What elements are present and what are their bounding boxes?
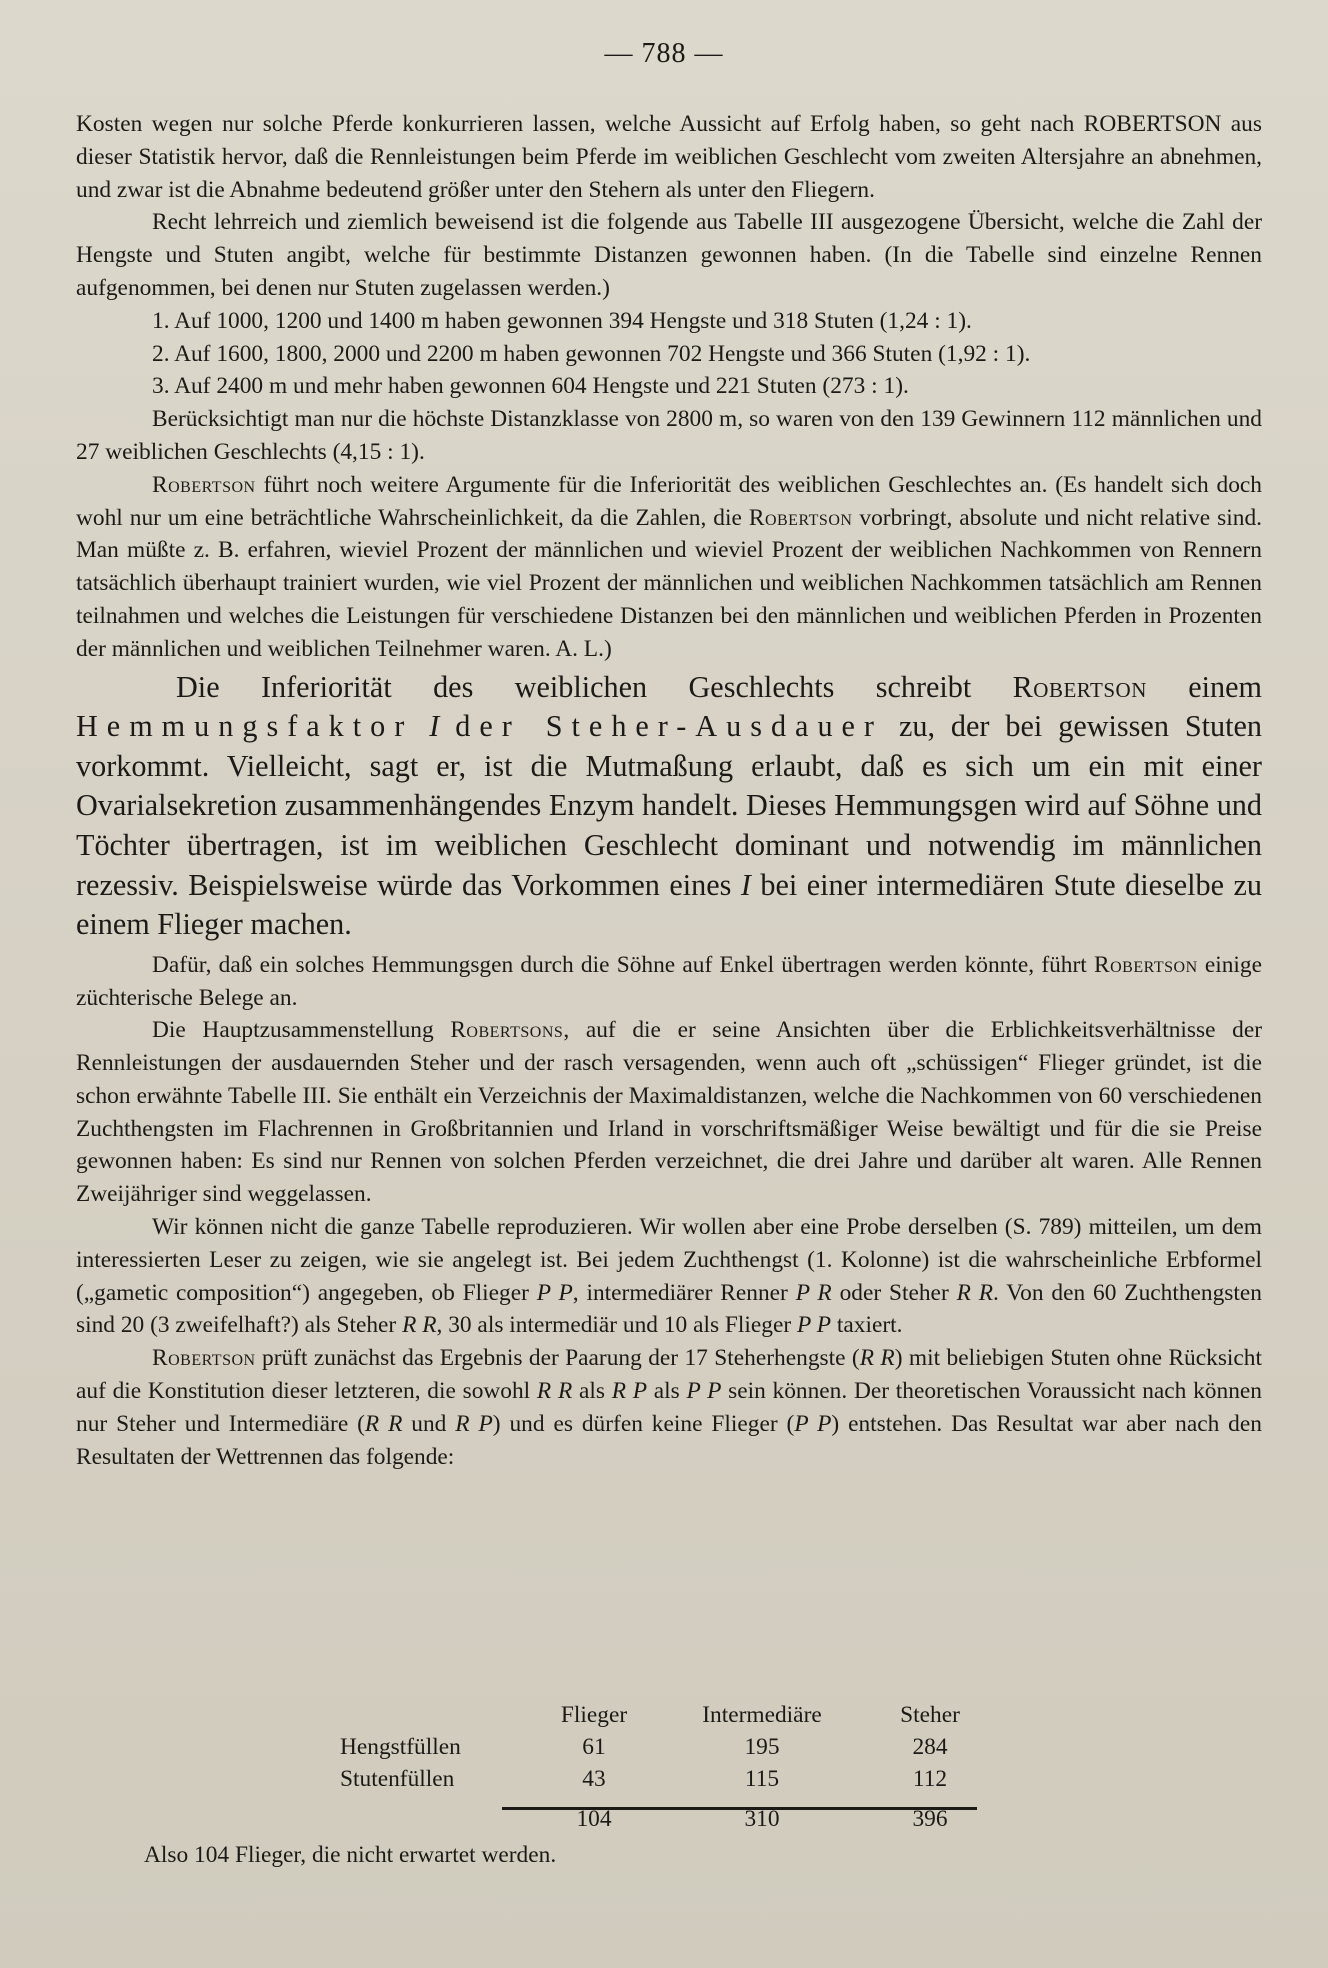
symbol: I (429, 709, 440, 744)
closing-line: Also 104 Flieger, die nicht erwartet werden. (144, 1842, 557, 1868)
list-item: 3. Auf 2400 m und mehr haben gewonnen 604 Hengste und 221 Stuten (273 : 1). (152, 373, 909, 400)
paragraph: Kosten wegen nur solche Pferde konkurrieren lassen, welche Aussicht auf Erfolg haben, so geht nach ROBERTSON aus dieser Statistik hervor, daß die Rennleistungen beim Pferde im weiblichen Geschlecht vom zweiten Altersjahre an abnehmen, und zwar ist die Abnahme bedeutend größer unter den Stehern als unter den Fliegern. (76, 111, 1262, 203)
paragraph: Recht lehrreich und ziemlich beweisend ist die folgende aus Tabelle III ausgezogene Übersicht, welche die Zahl der Hengste und Stuten angibt, welche für bestimmte Distanzen gewonnen haben. (In die Tabelle sind einzelne Rennen aufgenommen, bei denen nur Stuten zugelassen werden.) (76, 209, 1262, 301)
paragraph: Wir können nicht die ganze Tabelle reproduzieren. Wir wollen aber eine Probe derselben (S. 789) mitteilen, um dem interessierten Leser zu zeigen, wie sie angelegt ist. Bei jedem Zuchthengst (1. Kolonne) ist die wahrscheinliche Erbformel („gametic composition“) angegeben, ob Flieger P P, intermediärer Renner P R oder Steher R R. Von den 60 Zuchthengsten sind 20 (3 zweifelhaft?) als Steher R R, 30 als intermediär und 10 als Flieger P P taxiert. (76, 1214, 1262, 1339)
author-name: Robertson (152, 471, 256, 498)
table-cell: 284 (912, 1734, 948, 1760)
total-cell: 310 (744, 1806, 780, 1832)
body-text (76, 108, 1262, 1473)
column-header: Intermediäre (702, 1702, 822, 1728)
table-cell: 112 (912, 1766, 948, 1792)
page-number: — 788 — (604, 38, 724, 69)
table-cell: 61 (582, 1734, 606, 1760)
sum-rule (502, 1807, 977, 1810)
paragraph: Dafür, daß ein solches Hemmungsgen durch die Söhne auf Enkel übertragen werden könnte, führt Robertson einige züchterische Belege an. (76, 951, 1263, 1011)
paragraph: Berücksichtigt man nur die höchste Distanzklasse von 2800 m, so waren von den 139 Gewinnern 112 männlichen und 27 weiblichen Geschlechts (4,15 : 1). (76, 406, 1262, 465)
symbol: I (740, 867, 751, 902)
author-name: Robertson (152, 1345, 256, 1372)
large-paragraph: Die Inferiorität des weiblichen Geschlechts schreibt Robertson einem Hemmungsfaktor I der Steher-Ausdauer zu, der bei gewissen Stuten vorkommt. Vielleicht, sagt er, ist die Mutmaßung erlaubt, daß es sich um ein mit einer Ovarialsekretion zusammenhängendes Enzym handelt. Dieses Hemmungsgen wird auf Söhne und Töchter übertragen, ist im weiblichen Geschlecht dominant und notwendig im männlichen rezessiv. Beispielsweise würde das Vorkommen eines I bei einer intermediären Stute dieselbe zu einem Flieger machen. (76, 669, 1263, 942)
total-cell: 396 (912, 1806, 948, 1832)
table-cell: 43 (582, 1766, 606, 1792)
column-header: Flieger (560, 1702, 628, 1728)
table-cell: 195 (744, 1734, 780, 1760)
spaced-term: Hemmungsfaktor (76, 709, 414, 744)
spaced-term: der Steher-Ausdauer (455, 709, 883, 744)
paragraph: Die Hauptzusammenstellung Robertsons, auf die er seine Ansichten über die Erblichkeitsverhältnisse der Rennleistungen der ausdauernden Steher und der rasch versagenden, wenn auch oft „schüssigen“ Flieger gründet, ist die schon erwähnte Tabelle III. Sie enthält ein Verzeichnis der Maximaldistanzen, welche die Nachkommen von 60 verschiedenen Zuchthengsten im Flachrennen in Großbritannien und Irland in vorschriftsmäßiger Weise bewältigt und für die sie Preise gewonnen haben: Es sind nur Rennen von solchen Pferden verzeichnet, die drei Jahre und darüber alt waren. Alle Rennen Zweijähriger sind weggelassen. (76, 1017, 1262, 1208)
author-name: Robertson (1012, 669, 1147, 704)
table-cell: 115 (744, 1766, 780, 1792)
row-label: Hengstfüllen (340, 1734, 461, 1760)
paragraph: Robertson prüft zunächst das Ergebnis der Paarung der 17 Steherhengste (R R) mit beliebigen Stuten ohne Rücksicht auf die Konstitution dieser letzteren, die sowohl R R als R P als P P sein können. Der theoretischen Voraussicht nach können nur Steher und Intermediäre (R R und R P) und es dürfen keine Flieger (P P) entstehen. Das Resultat war aber nach den Resultaten der Wettrennen das folgende: (76, 1345, 1262, 1470)
author-name: Robertson (748, 504, 853, 531)
author-name: Robertson (1094, 951, 1198, 978)
list-item: 1. Auf 1000, 1200 und 1400 m haben gewonnen 394 Hengste und 318 Stuten (1,24 : 1). (152, 307, 972, 334)
author-name: Robertsons (450, 1017, 564, 1044)
column-header: Steher (900, 1702, 960, 1728)
paragraph: Robertson führt noch weitere Argumente für die Inferiorität des weiblichen Geschlechtes an. (Es handelt sich doch wohl nur um eine beträchtliche Wahrscheinlichkeit, da die Zahlen, die Robertson vorbringt, absolute und nicht relative sind. Man müßte z. B. erfahren, wieviel Prozent der männlichen und wieviel Prozent der weiblichen Nachkommen von Rennern tatsächlich überhaupt trainiert wurden, wie viel Prozent der männlichen und weiblichen Nachkommen tatsächlich am Rennen teilnahmen und welches die Leistungen für verschiedene Distanzen bei den männlichen und weiblichen Pferden in Prozenten der männlichen und weiblichen Teilnehmer waren. A. L.) (76, 471, 1263, 662)
total-cell: 104 (576, 1806, 612, 1832)
results-table (340, 1702, 980, 1842)
row-label: Stutenfüllen (340, 1766, 455, 1792)
list-item: 2. Auf 1600, 1800, 2000 und 2200 m haben gewonnen 702 Hengste und 366 Stuten (1,92 : 1). (152, 340, 1031, 367)
